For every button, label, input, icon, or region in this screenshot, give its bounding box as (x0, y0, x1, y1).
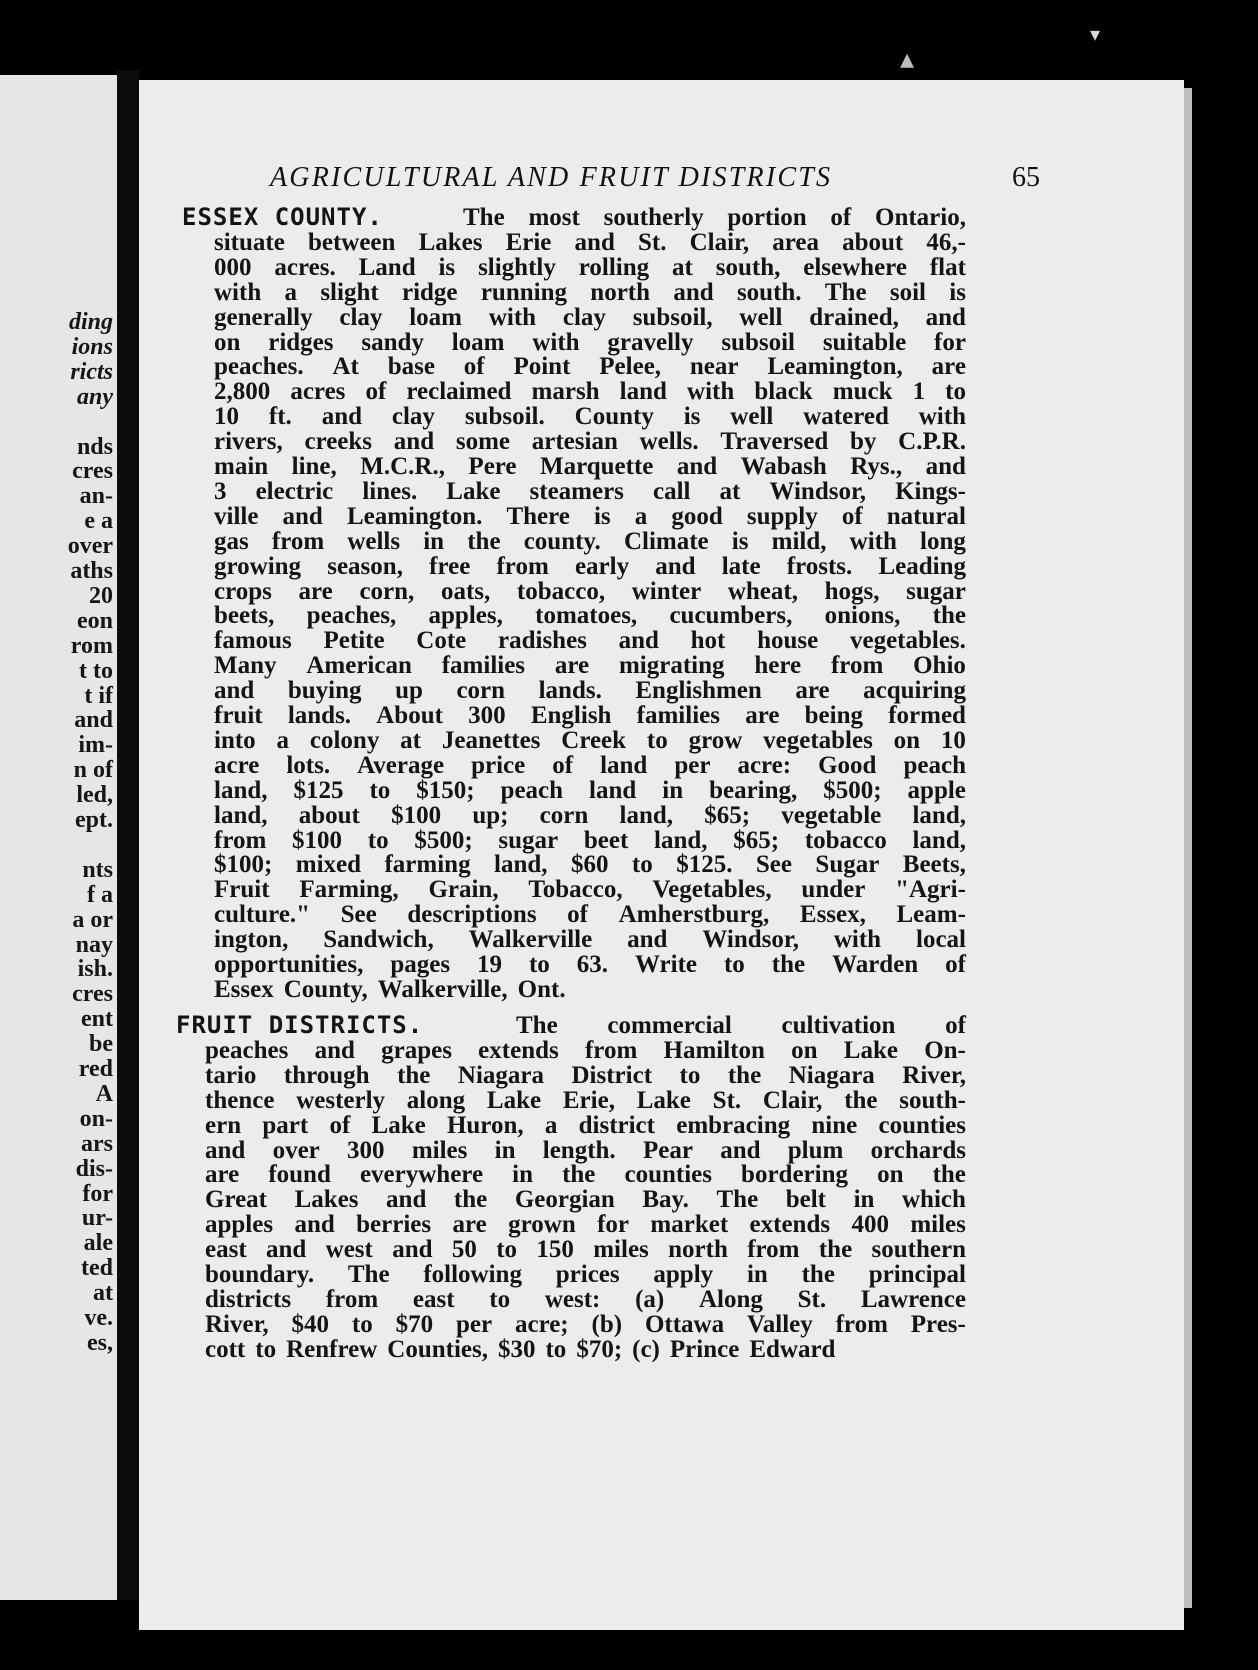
facing-page-line: 20 (89, 582, 113, 609)
body-text-line: are found everywhere in the counties bordering on the (205, 1161, 966, 1189)
facing-page-fragment (0, 75, 117, 1600)
body-text-line: cott to Renfrew Counties, $30 to $70; (c) Prince Edward (205, 1335, 836, 1363)
facing-page-line: e a (84, 508, 113, 535)
body-text-line: ville and Leamington. There is a good supply of natural (214, 502, 966, 530)
facing-page-line: ars (81, 1130, 113, 1157)
facing-page-line: ent (81, 1006, 113, 1033)
facing-page-line: and (74, 707, 113, 734)
body-text-line: and over 300 miles in length. Pear and plum orchards (205, 1136, 966, 1164)
body-text-line: situate between Lakes Erie and St. Clair, area about 46,- (214, 228, 966, 256)
body-text-line: 000 acres. Land is slightly rolling at south, elsewhere flat (214, 253, 966, 281)
body-text-line: crops are corn, oats, tobacco, winter wheat, hogs, sugar (214, 577, 966, 605)
body-text-line: with a slight ridge running north and south. The soil is (214, 278, 966, 306)
scan-speck: ▴ (900, 44, 915, 75)
facing-page-line: an- (79, 483, 113, 510)
facing-page-line: rom (70, 632, 113, 659)
facing-page-line: cres (72, 458, 113, 485)
facing-page-line: eon (77, 607, 113, 634)
facing-page-line: ve. (84, 1305, 113, 1331)
facing-page-line: on- (79, 1105, 113, 1132)
body-text-line: The commercial cultivation of (516, 1012, 966, 1039)
facing-page-line: A (95, 1080, 113, 1107)
facing-page-line: cres (72, 981, 113, 1008)
page-number: 65 (1012, 162, 1040, 193)
body-text-line: from $100 to $500; sugar beet land, $65; tobacco land, (214, 826, 966, 854)
facing-page-line: led, (76, 782, 113, 809)
page-header (270, 162, 1040, 202)
body-text-line: famous Petite Cote radishes and hot house vegetables. (214, 627, 966, 655)
body-text-line: growing season, free from early and late frosts. Leading (214, 552, 966, 580)
facing-page-line: nts (82, 856, 113, 883)
body-text-line: opportunities, pages 19 to 63. Write to the Warden of (214, 951, 966, 978)
body-text-line: $100; mixed farming land, $60 to $125. See Sugar Beets, (214, 851, 966, 879)
body-text-line: boundary. The following prices apply in the principal (205, 1261, 966, 1288)
body-text-line: into a colony at Jeanettes Creek to grow vegetables on 10 (214, 726, 966, 754)
body-text-line: The most southerly portion of Ontario, (463, 204, 966, 231)
section-heading: FRUIT DISTRICTS. (176, 1011, 424, 1039)
body-text-line: ington, Sandwich, Walkerville and Windsor, with local (214, 926, 966, 954)
facing-page-line: at (93, 1280, 113, 1307)
body-text-line: gas from wells in the county. Climate is mild, with long (214, 527, 966, 555)
page-edge (1184, 88, 1192, 1608)
body-text-line: peaches and grapes extends from Hamilton on Lake On- (205, 1036, 966, 1064)
body-text-line: Great Lakes and the Georgian Bay. The belt in which (205, 1186, 966, 1214)
facing-page-line: ricts (70, 358, 113, 385)
body-text-line: generally clay loam with clay subsoil, well drained, and (214, 303, 966, 331)
facing-page-line: nay (75, 931, 113, 958)
body-text-line: land, about $100 up; corn land, $65; vegetable land, (214, 801, 966, 829)
facing-page-line: a or (72, 906, 113, 933)
facing-page-line: ish. (77, 956, 113, 983)
body-text-line: tario through the Niagara District to the Niagara River, (205, 1061, 966, 1089)
facing-page-line: t to (79, 657, 113, 684)
body-text-line: districts from east to west: (a) Along St. Lawrence (205, 1285, 966, 1313)
facing-page-line: ur- (81, 1205, 113, 1232)
body-text-line: 10 ft. and clay subsoil. County is well watered with (214, 403, 966, 431)
body-text-line: ern part of Lake Huron, a district embracing nine counties (205, 1111, 966, 1139)
facing-page-line: ted (81, 1255, 113, 1282)
body-text-line: Essex County, Walkerville, Ont. (214, 975, 566, 1003)
body-text-line: Fruit Farming, Grain, Tobacco, Vegetables, under "Agri- (214, 876, 966, 904)
body-text-line: River, $40 to $70 per acre; (b) Ottawa Valley from Pres- (205, 1310, 966, 1338)
facing-page-line: nds (76, 433, 113, 460)
section-heading: ESSEX COUNTY. (182, 203, 383, 231)
facing-page-line: ale (83, 1230, 113, 1257)
body-text-line: thence westerly along Lake Erie, Lake St. Clair, the south- (205, 1086, 966, 1114)
body-text-line: 2,800 acres of reclaimed marsh land with black muck 1 to (214, 378, 966, 406)
facing-page-line: over (67, 533, 113, 560)
body-text-line: land, $125 to $150; peach land in bearing, $500; apple (214, 776, 966, 804)
body-text-line: and buying up corn lands. Englishmen are acquiring (214, 677, 966, 705)
facing-page-line: im- (78, 732, 113, 759)
body-text-line: apples and berries are grown for market extends 400 miles (205, 1211, 966, 1239)
body-text-line: 3 electric lines. Lake steamers call at Windsor, Kings- (214, 477, 966, 505)
facing-page-line: dis- (75, 1155, 113, 1182)
facing-page-line: any (77, 383, 113, 410)
facing-page-line: f a (87, 881, 113, 908)
body-text-line: fruit lands. About 300 English families are being formed (214, 702, 966, 729)
facing-page-line: t if (84, 682, 113, 709)
facing-page-line: for (82, 1180, 113, 1207)
body-text-line: on ridges sandy loam with gravelly subsoil suitable for (214, 328, 966, 356)
body-text-line: peaches. At base of Point Pelee, near Leamington, are (214, 353, 966, 381)
book-gutter (117, 70, 139, 1600)
body-text-line: main line, M.C.R., Pere Marquette and Wabash Rys., and (214, 453, 966, 480)
facing-page-line: es, (87, 1329, 113, 1356)
facing-page-line: red (78, 1056, 113, 1082)
facing-page-line: be (89, 1031, 113, 1058)
facing-page-line: ept. (75, 807, 113, 833)
running-head: AGRICULTURAL AND FRUIT DISTRICTS (270, 162, 833, 193)
facing-page-line: aths (70, 558, 113, 584)
facing-page-line: ions (71, 333, 113, 360)
body-text-line: acre lots. Average price of land per acre: Good peach (214, 751, 966, 779)
body-text-line: east and west and 50 to 150 miles north from the southern (205, 1236, 966, 1264)
body-text-line: rivers, creeks and some artesian wells. Traversed by C.P.R. (214, 428, 966, 456)
body-text-line: beets, peaches, apples, tomatoes, cucumbers, onions, the (214, 602, 966, 630)
facing-page-line: n of (73, 757, 113, 784)
body-text-line: culture." See descriptions of Amherstburg, Essex, Leam- (214, 901, 966, 929)
body-text-line: Many American families are migrating here from Ohio (214, 652, 966, 680)
scan-speck: ▾ (1090, 24, 1101, 46)
facing-page-line: ding (68, 309, 113, 335)
